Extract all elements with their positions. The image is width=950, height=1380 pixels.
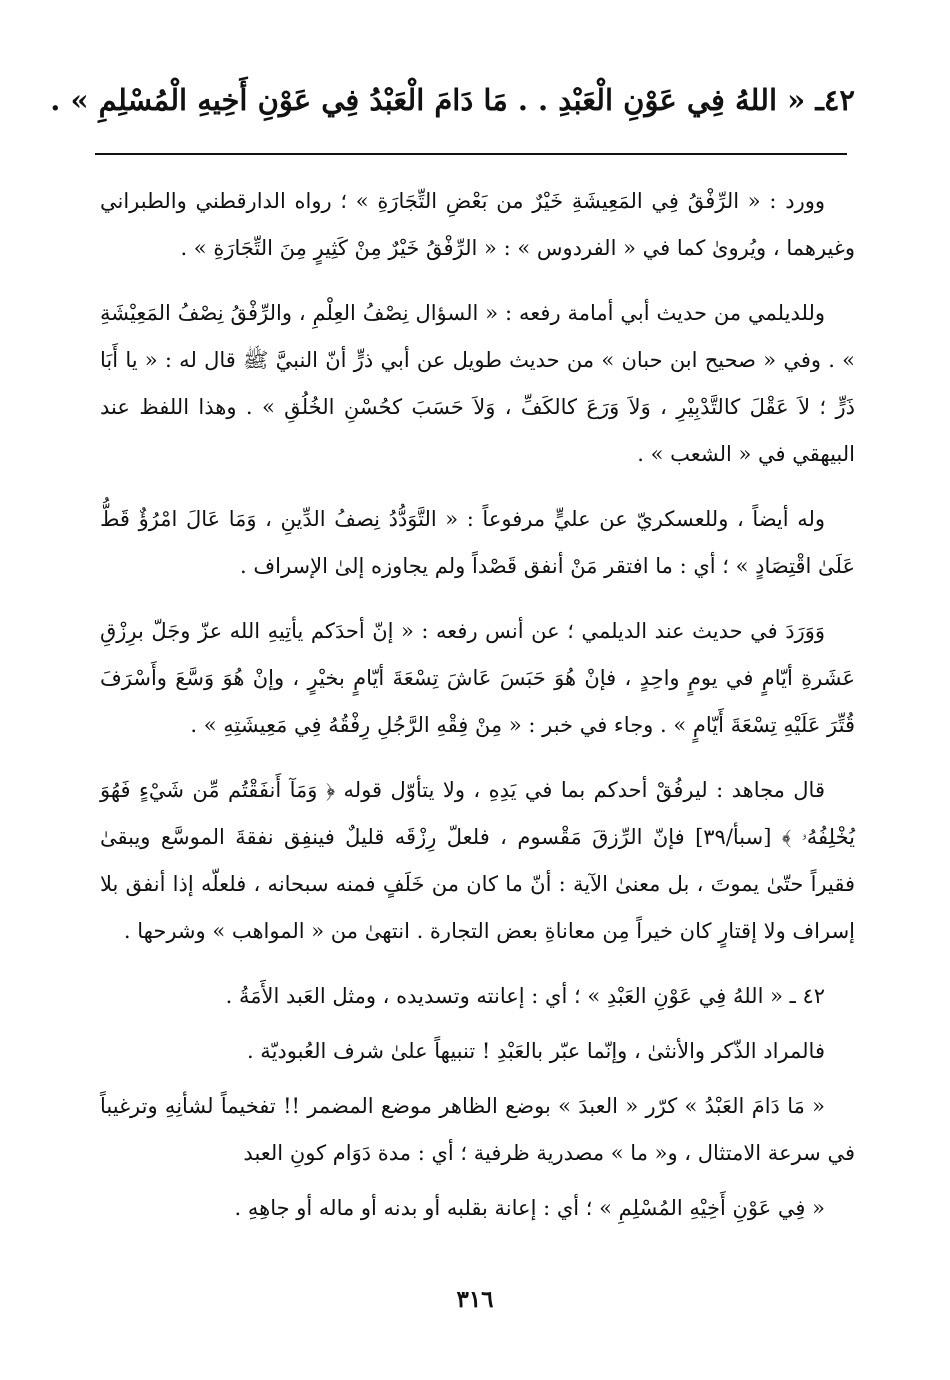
paragraph-commentary-ma-dama: « مَا دَامَ العَبْدُ » كرّر « العبدَ » بوضع الظاهر موضع المضمر !! تفخيماً لشأنِهِ وترغيباً في سرعة الامتثال ، و« ما » مصدرية ظرفية ؛ أي : مدة دَوَام كونِ العبد: [100, 1094, 855, 1165]
page-number: ٣١٦: [456, 1286, 494, 1313]
book-page: [50, 0, 855, 1380]
paragraph-rifq-trade: وورد : « الرِّفْقُ فِي المَعِيشَةِ خَيْرٌ من بَعْضِ التِّجَارَةِ » ؛ رواه الدارقطني والطبراني وغيرهما ، ويُروىٰ كما في « الفردوس » : « الرِّفْقُ خَيْرٌ مِنْ كَثِيرٍ مِنَ التِّجَارَةِ » .: [100, 189, 855, 260]
paragraph-askari-ali: وله أيضاً ، وللعسكريّ عن عليٍّ مرفوعاً : « التَّوَدُّدُ نِصفُ الدِّينِ ، وَمَا عَالَ امْرُؤٌ قَطُّ عَلَىٰ اقْتِصَادٍ » ؛ أي : ما افتقر مَنْ أنفق قَصْداً ولم يجاوزه إلىٰ الإسراف .: [100, 507, 855, 578]
paragraph-commentary-akhihi: « فِي عَوْنِ أَخِيْهِ المُسْلِمِ » ؛ أي : إعانة بقلبه أو بدنه أو ماله أو جاهِهِ .: [234, 1196, 825, 1220]
paragraph-daylami-abu-umama: وللديلمي من حديث أبي أمامة رفعه : « السؤال نِصْفُ العِلْمِ ، والرِّفْقُ نِصْفُ المَعِيْشَةِ » . وفي « صحيح ابن حبان » من حديث طويل عن أبي ذرٍّ أنّ النبيَّ ﷺ قال له : « يا أَبَا ذَرٍّ ؛ لاَ عَقْلَ كالتَّدْبِيْرِ ، وَلاَ وَرَعَ كالكَفِّ ، وَلاَ حَسَبَ كحُسْنِ الخُلُقِ » . وهذا اللفظ عند البيهقي في « الشعب » .: [100, 301, 855, 466]
section-heading: ٤٢ـ « اللهُ فِي عَوْنِ الْعَبْدِ . . مَا دَامَ الْعَبْدُ فِي عَوْنِ أَخِيهِ الْمُسْلِمِ » .: [50, 83, 855, 117]
paragraph-commentary-male-female: فالمراد الذّكر والأنثىٰ ، وإنّما عبّر بالعَبْدِ ! تنبيهاً علىٰ شرف العُبوديّة .: [246, 1039, 825, 1063]
heading-divider: [95, 153, 847, 155]
paragraph-commentary-awn: ٤٢ ـ « اللهُ فِي عَوْنِ العَبْدِ » ؛ أي : إعانته وتسديده ، ومثل العَبد الأَمَةُ .: [225, 984, 825, 1008]
paragraph-mujahid: قال مجاهد : ليرفُقْ أحدكم بما في يَدِهِ ، ولا يتأوّل قوله ﴿ وَمَآ أَنفَقْتُم مِّن شَيْءٍ فَهُوَ يُخْلِفُهُۥ ﴾ [سبأ/٣٩] فإنّ الرِّزقَ مَقْسوم ، فلعلّ رِزْقَه قليلٌ فينفِق نفقةَ الموسَّع ويبقىٰ فقيراً حتّىٰ يموتَ ، بل معنىٰ الآية : أنّ ما كان من خَلَفٍ فمنه سبحانه ، فلعلّه إذا أنفق بلا إسراف ولا إقتارٍ كان خيراً مِن معاناةِ بعض التجارة . انتهىٰ من « المواهب » وشرحها .: [100, 778, 855, 943]
body-text: [100, 178, 855, 1240]
paragraph-anas-hadith: وَوَرَدَ في حديث عند الديلمي ؛ عن أنس رفعه : « إنّ أحدَكم يأتِيهِ الله عزّ وجَلّ برِزْقِ عَشَرةِ أيّامٍ في يومٍ واحِدٍ ، فإنْ هُوَ حَبَسَ عَاشَ تِسْعَةَ أيّامٍ بخيْرٍ ، وإنْ هُوَ وَسَّعَ وأَسْرَفَ قُتِّرَ عَلَيْهِ تِسْعَةَ أَيّامٍ » . وجاء في خبر : « مِنْ فِقْهِ الرَّجُلِ رِفْقُهُ فِي مَعِيشَتِهِ » .: [100, 619, 855, 737]
